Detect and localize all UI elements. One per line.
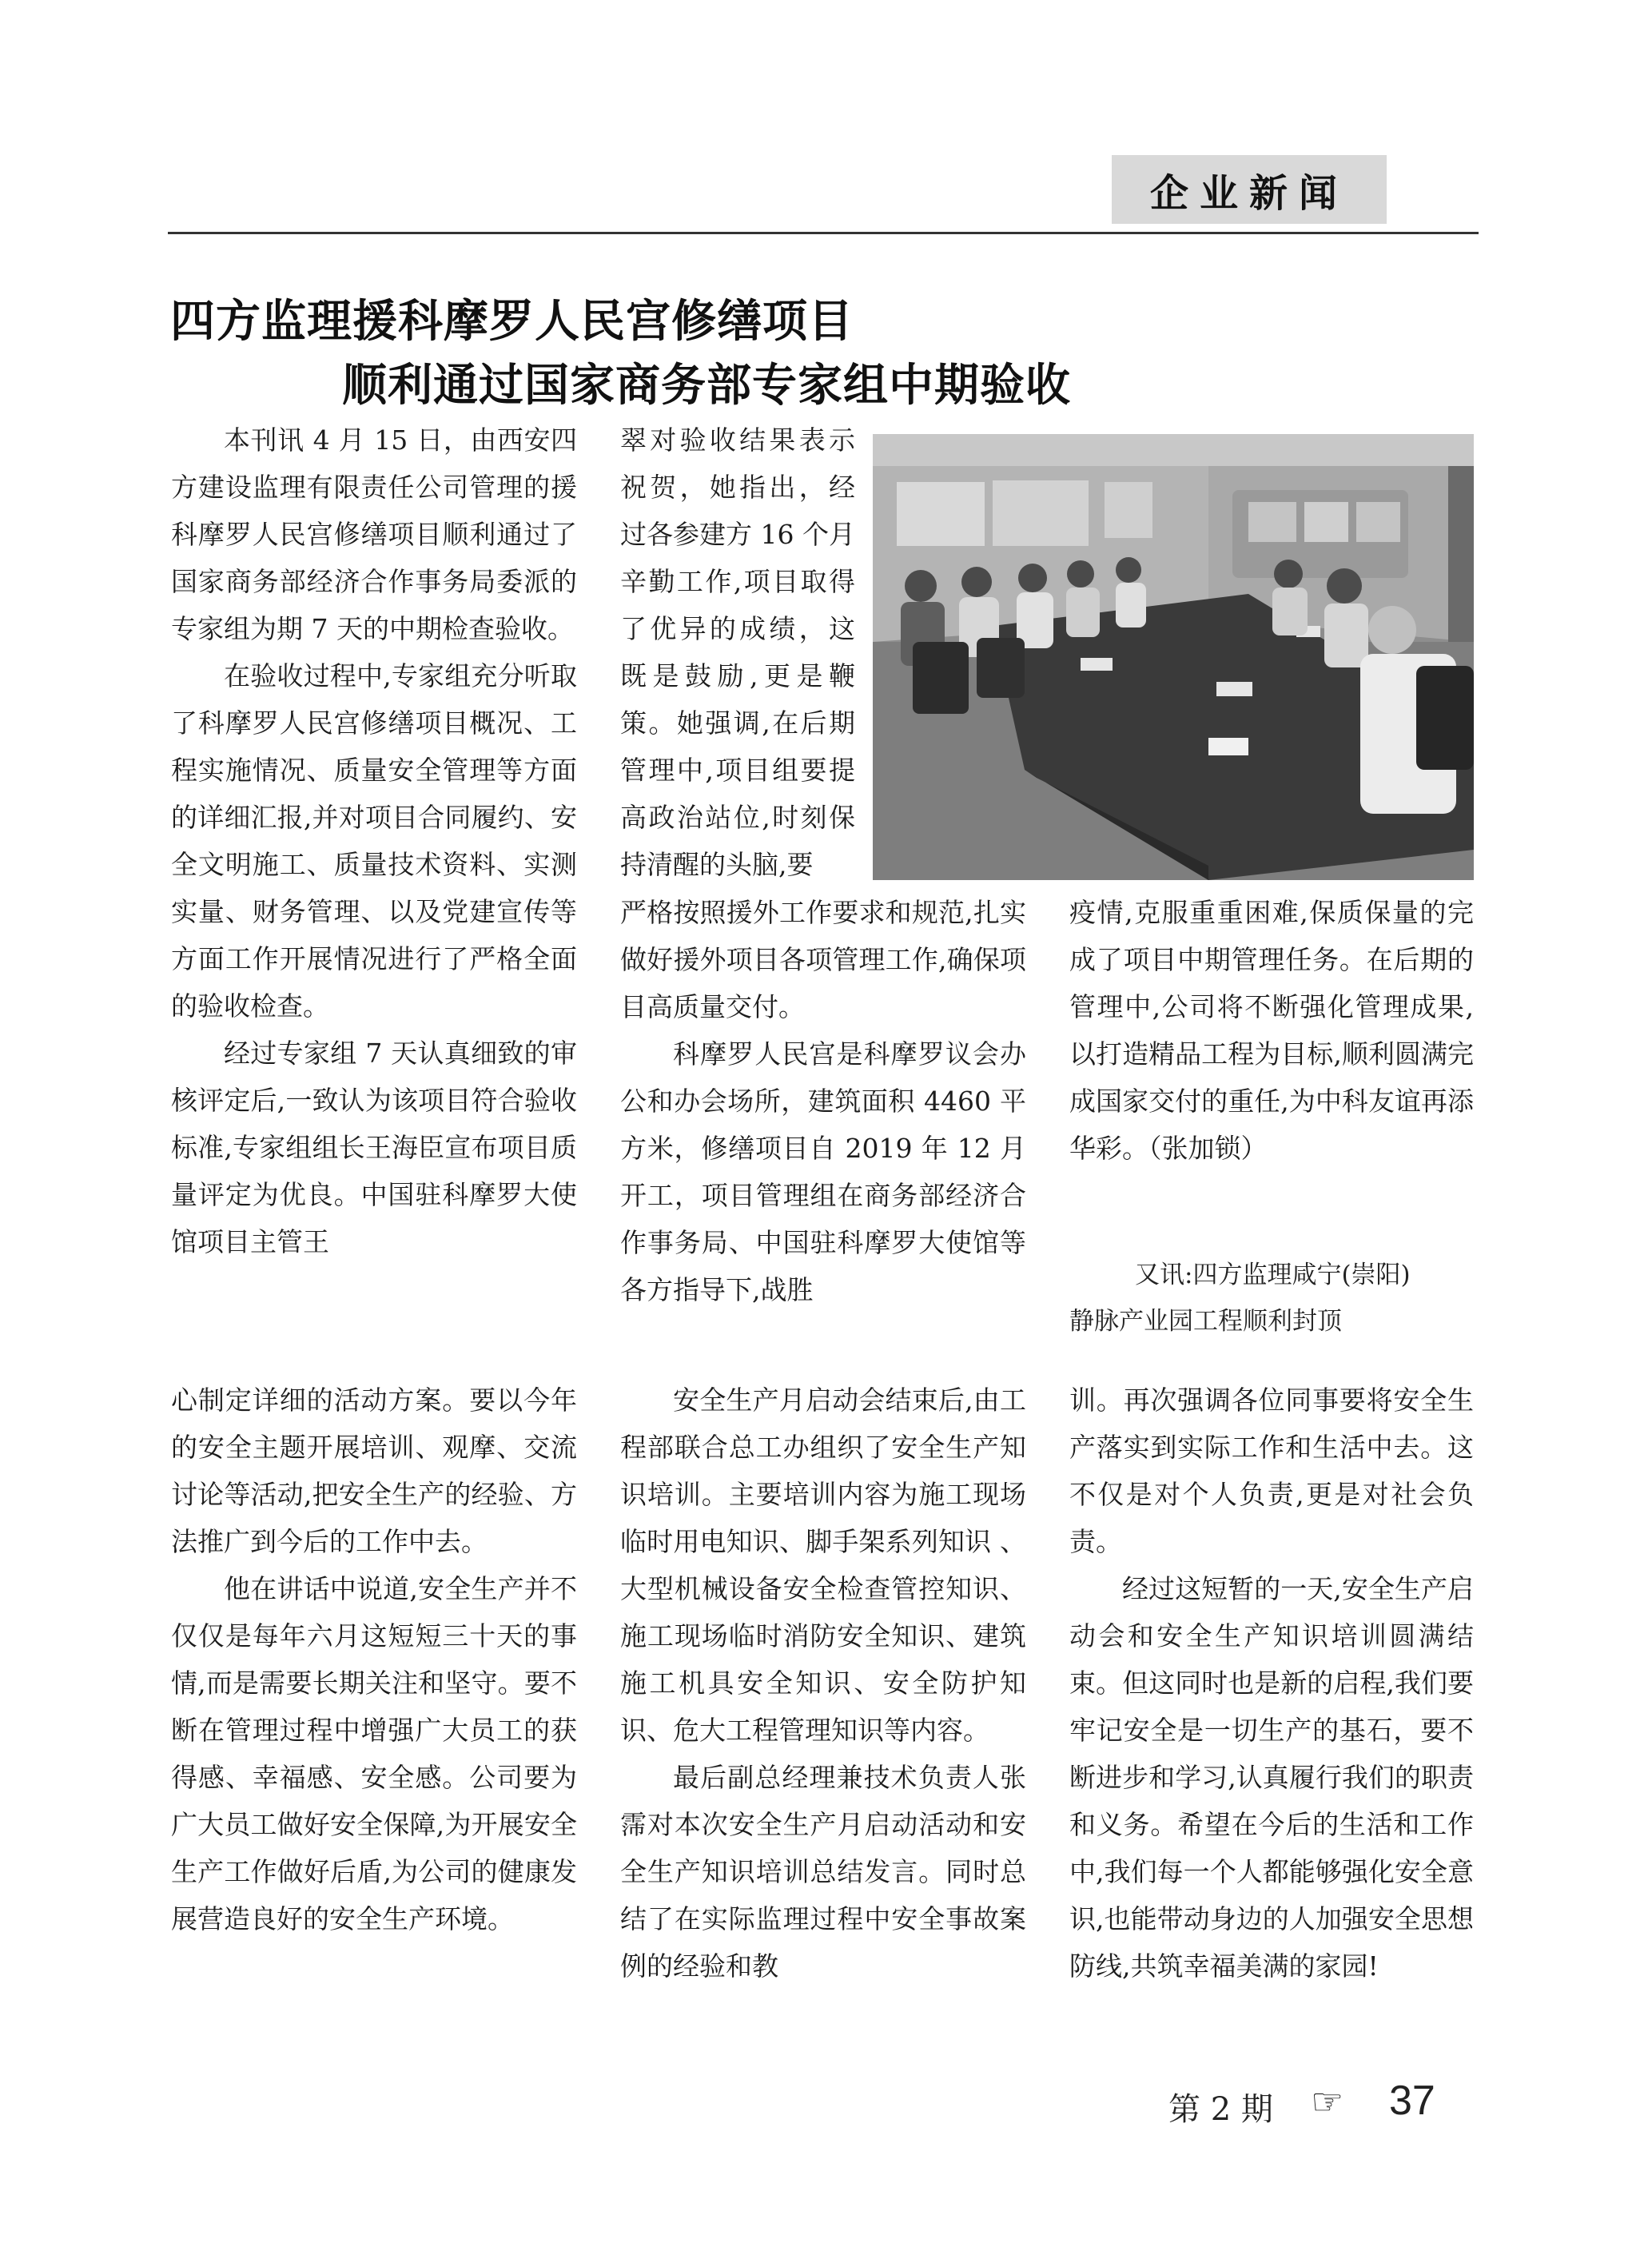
article2-para-4: 最后副总经理兼技术负责人张霈对本次安全生产月启动活动和安全生产知识培训总结发言。同时总结了在实际监理过程中安全事故案例的经验和教 bbox=[620, 1762, 1026, 1982]
article1-para-1: 本刊讯 4 月 15 日，由西安四方建设监理有限责任公司管理的援科摩罗人民宫修缮项目顺利通过了国家商务部经济合作事务局委派的专家组为期 7 天的中期检查验收。 bbox=[171, 424, 577, 644]
article2-para-2: 他在讲话中说道,安全生产并不仅仅是每年六月这短短三十天的事情,而是需要长期关注和坚守。要不断在管理过程中增强广大员工的获得感、幸福感、安全感。公司要为广大员工做好安全保障,为开展安全生产工作做好后盾,为公司的健康发展营造良好的安全生产环境。 bbox=[171, 1573, 577, 1934]
section-tag: 企业新闻 bbox=[1112, 155, 1387, 224]
pointing-hand-icon: ☞ bbox=[1311, 2080, 1344, 2123]
article2-column-3 bbox=[1069, 1376, 1474, 1990]
article2-para-6: 经过这短暂的一天,安全生产启动会和安全生产知识培训圆满结束。但这同时也是新的启程,我们要牢记安全是一切生产的基石，要不断进步和学习,认真履行我们的职责和义务。希望在今后的生活和工作中,我们每一个人都能够强化安全意识,也能带动身边的人加强安全思想防线,共筑幸福美满的家园! bbox=[1069, 1573, 1474, 1982]
issue-number: 第 2 期 bbox=[1168, 2091, 1273, 2128]
headline-line-1: 四方监理援科摩罗人民宫修缮项目 bbox=[170, 296, 854, 348]
article1-para-col3: 疫情,克服重重困难,保质保量的完成了项目中期管理任务。在后期的管理中,公司将不断强化管理成果,以打造精品工程为目标,顺利圆满完成国家交付的重任,为中科友谊再添华彩。（张加锁） bbox=[1069, 897, 1474, 1164]
article1-column-1 bbox=[171, 416, 577, 1265]
article2-para-3: 安全生产月启动会结束后,由工程部联合总工办组织了安全生产知识培训。主要培训内容为施工现场临时用电知识、脚手架系列知识 、大型机械设备安全检查管控知识、施工现场临时消防安全知识、建筑施工机具安全知识、安全防护知识、危大工程管理知识等内容。 bbox=[620, 1384, 1026, 1746]
article2-para-5: 训。再次强调各位同事要将安全生产落实到实际工作和生活中去。这不仅是对个人负责,更是对社会负责。 bbox=[1069, 1384, 1474, 1557]
article2-column-2 bbox=[620, 1376, 1026, 1990]
article1-column-3 bbox=[1069, 889, 1474, 1172]
article1-para-col2-cont: 严格按照援外工作要求和规范,扎实做好援外项目各项管理工作,确保项目高质量交付。 bbox=[620, 897, 1026, 1022]
page-number: 37 bbox=[1389, 2078, 1435, 2124]
header-rule bbox=[168, 232, 1479, 234]
article2-column-1 bbox=[171, 1376, 577, 1942]
sub-article-title-line-1: 又讯:四方监理咸宁(崇阳) bbox=[1135, 1261, 1411, 1289]
headline-line-2: 顺利通过国家商务部专家组中期验收 bbox=[342, 360, 1071, 412]
meeting-photo bbox=[873, 434, 1474, 880]
article1-para-2: 在验收过程中,专家组充分听取了科摩罗人民宫修缮项目概况、工程实施情况、质量安全管理等方面的详细汇报,并对项目合同履约、安全文明施工、质量技术资料、实测实量、财务管理、以及党建宣传等方面工作开展情况进行了严格全面的验收检查。 bbox=[171, 660, 577, 1022]
article2-para-1: 心制定详细的活动方案。要以今年的安全主题开展培训、观摩、交流讨论等活动,把安全生产的经验、方法推广到今后的工作中去。 bbox=[171, 1384, 577, 1557]
sub-article-title-line-2: 静脉产业园工程顺利封顶 bbox=[1069, 1307, 1342, 1336]
article1-column-2-top bbox=[620, 416, 855, 888]
article1-para-3: 经过专家组 7 天认真细致的审核评定后,一致认为该项目符合验收标准,专家组组长王海臣宣布项目质量评定为优良。中国驻科摩罗大使馆项目主管王 bbox=[171, 1038, 577, 1257]
article1-para-col2-next: 科摩罗人民宫是科摩罗议会办公和办会场所，建筑面积 4460 平方米，修缮项目自 2019 年 12 月开工，项目管理组在商务部经济合作事务局、中国驻科摩罗大使馆等各方指导下,战胜 bbox=[620, 1038, 1026, 1305]
article1-para-col2-top: 翠对验收结果表示祝贺，她指出，经过各参建方 16 个月辛勤工作,项目取得了优异的成绩，这既是鼓励,更是鞭策。她强调,在后期管理中,项目组要提高政治站位,时刻保持清醒的头脑,要 bbox=[620, 424, 855, 880]
article1-column-2-bottom bbox=[620, 889, 1026, 1313]
